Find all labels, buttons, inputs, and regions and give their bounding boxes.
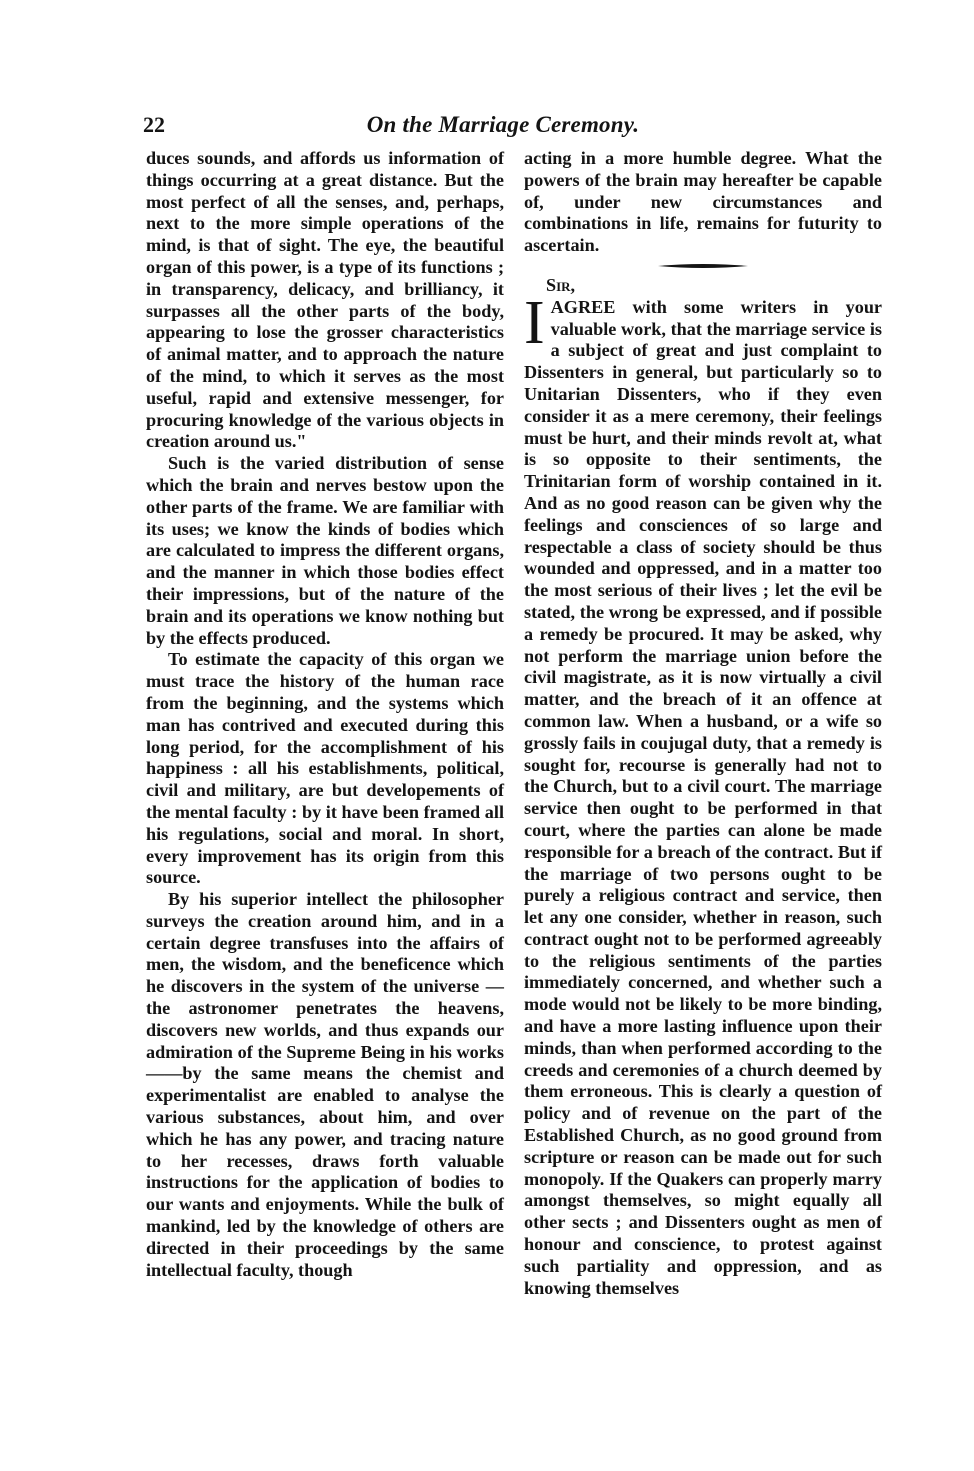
page-number: 22: [143, 112, 165, 137]
lead-caps: AGREE: [550, 296, 616, 317]
salutation: Sir,: [546, 274, 576, 295]
page-header: [143, 112, 863, 142]
separator-rule-icon: [658, 263, 748, 269]
running-head: On the Marriage Ceremony.: [366, 112, 640, 137]
paragraph: To estimate the capacity of this organ we must trace the history of the human race from the beginning, and the systems which man has contrived and executed during this long period, for the accomplishment of his happiness : all his establishments, political, civil and military, are but developements of the mental faculty : by it have been framed all his regulations, social and moral. In short, every improvement has its origin from this source.: [146, 649, 504, 888]
paragraph: acting in a more humble degree. What the powers of the brain may hereafter be capable of, under new circumstances and combinations in life, remains for futurity to ascertain.: [524, 148, 882, 256]
paragraph: By his superior intellect the philosopher surveys the creation around him, and in a certain degree transfuses into the affairs of men, the wisdom, and the beneficence which he discovers in the system of the universe —the astronomer penetrates the heavens, discovers new worlds, and thus expands our admiration of the Supreme Being in his works——by the same means the chemist and experimentalist are enabled to analyse the various substances, about him, and over which he has any power, and tracing nature to her recesses, draws forth valuable instructions for the application of bodies to our wants and enjoyments. While the bulk of mankind, led by the knowledge of others are directed in their proceedings by the same intellectual faculty, though: [146, 889, 504, 1280]
letter-text: with some writers in your valuable work, that the marriage service is a subject of great and just complaint to Dissenters in general, but particularly so to Unitarian Dissenters, who if they even consider it as a mere ceremony, their feelings must be hurt, and their minds revolt at, what is so opposite to their sentiments, the Trinitarian form of worship contained in it. And as no good reason can be given why the feelings and consciences of so large and respectable a class of society should be thus wounded and oppressed, and in a matter too the most serious of their lives ; let the evil be stated, the wrong be expressed, and if possible a remedy be procured. It may be asked, why not perform the marriage union before the civil magistrate, as it is now virtually a civil matter, and the breach of it an offence at common law. When a husband, or a wife so grossly fails in coujugal duty, that a remedy is sought for, recourse is generally had not to the Church, but to a civil court. The marriage service then ought to be performed in that court, where the parties can alone be made responsible for a breach of the contract. But if the marriage of two persons ought to be purely a religious contract and service, then let any one consider, whether in reason, such contract ought not to be performed agreeably to the religious sentiments of the parties immediately concerned, and whether such a mode would not be likely to be more binding, and have a more lasting influence upon their minds, than when performed according to the creeds and ceremonies of a church deemed by them erroneous. This is clearly a question of policy and of revenue on the part of the Established Church, as no good ground from scripture or reason can be made out for such monopoly. If the Quakers can properly marry amongst themselves, so might equally all other sects ; and Dissenters ought as men of honour and conscience, to protest against such partiality and oppression, and as knowing themselves: [524, 296, 883, 1298]
right-column: [524, 148, 882, 1299]
paragraph: Such is the varied distribution of sense which the brain and nerves bestow upon the other parts of the frame. We are familiar with its uses; we know the kinds of bodies which are calculated to impress the different organs, and the manner in which those bodies effect their impressions, but of the nature of the brain and its operations we know nothing but by the effects produced.: [146, 453, 504, 648]
drop-cap: I: [524, 288, 545, 357]
paragraph: duces sounds, and affords us information of things occurring at a great distance. But the most perfect of all the senses, and, perhaps, next to the more simple operations of the mind, is that of sight. The eye, the beautiful organ of this power, is a type of its functions ; in transparency, delicacy, and brilliancy, it surpasses all the other parts of the body, appearing to lose the grosser characteristics of animal matter, and to approach the nature of the mind, to which it serves as the most useful, rapid and extensive messenger, for procuring knowledge of the various objects in creation around us.": [146, 148, 504, 452]
left-column: [146, 148, 504, 1281]
letter-body: [524, 288, 883, 1300]
